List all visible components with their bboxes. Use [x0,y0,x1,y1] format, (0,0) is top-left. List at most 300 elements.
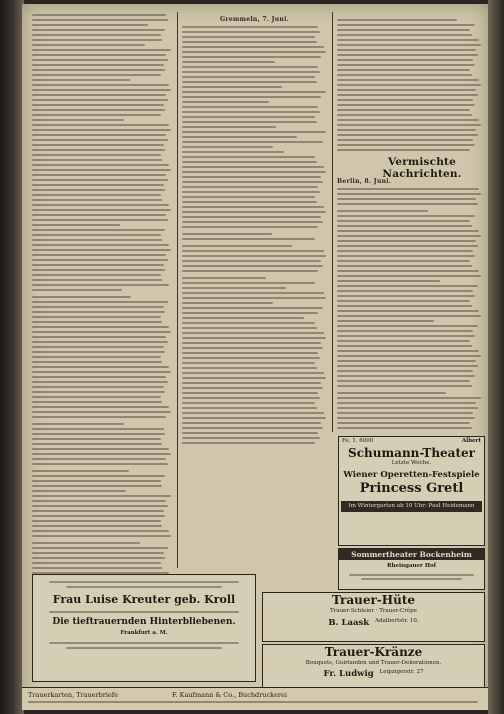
text-line [32,259,168,261]
text-line [337,94,478,96]
text-line [337,210,428,212]
text-line [182,206,324,208]
text-line [32,542,140,544]
text-line [337,250,473,252]
text-line [32,416,166,418]
text-line [182,71,320,73]
text-line [182,81,317,83]
text-line [337,119,479,121]
text-line [337,124,481,126]
text-line [182,221,323,223]
text-line [337,79,479,81]
text-line [182,347,323,349]
text-line [32,184,164,186]
text-line [337,129,476,131]
footer-label: Trauerkarten, Trauerbriefe [28,691,119,699]
text-line [32,279,162,281]
text-line [32,149,165,151]
text-line [182,332,324,334]
text-line [182,342,321,344]
text-line [32,331,171,333]
text-line [32,144,164,146]
text-line [182,136,297,138]
text-line [337,280,440,282]
text-line [337,290,473,292]
text-line [32,134,166,136]
text-line [182,302,273,304]
text-line [182,106,318,108]
text-line [32,194,161,196]
text-line [32,109,165,111]
text-line [337,34,472,36]
text-line [182,407,317,409]
text-line [32,433,165,435]
text-line [32,64,164,66]
text-line [32,204,169,206]
ad-subtitle: Rheingauer Hof [386,563,437,569]
newspaper-page [22,4,488,710]
text-line [337,270,479,272]
text-line [182,377,326,379]
text-line [182,96,321,98]
text-line [182,211,326,213]
text-column-3-top [337,14,482,154]
text-line [182,327,317,329]
text-line [182,121,317,123]
text-line [32,311,165,313]
text-line [182,146,273,148]
section-heading: Vermischte Nachrichten. [382,156,462,180]
text-line [182,46,324,48]
text-line [182,270,318,272]
text-line [32,346,164,348]
footer-firm: F. Kaufmann & Co., Buchdruckerei [172,691,287,699]
text-line [337,59,473,61]
text-line [32,39,162,41]
text-line [32,557,165,559]
text-line [32,296,131,298]
text-line [182,61,275,63]
text-line [32,470,129,472]
text-line [32,239,162,241]
ad-address: Adalbertstr. 10. [375,618,419,624]
text-line [182,131,326,133]
text-line [337,74,472,76]
text-line [182,51,326,53]
text-line [32,274,161,276]
ad-sommertheater [338,548,485,590]
text-line [337,24,475,26]
text-line [182,277,266,279]
text-line [32,99,168,101]
text-line [32,453,171,455]
text-line [32,530,169,532]
text-line [32,139,168,141]
text-line [32,326,169,328]
text-line [32,381,168,383]
text-line [182,56,321,58]
text-line [32,34,161,36]
text-line [32,179,168,181]
text-line [182,116,315,118]
text-line [32,371,171,373]
text-line [32,289,122,291]
text-line [32,406,169,408]
column-rule [177,12,178,568]
text-line [337,69,470,71]
text-line [32,391,165,393]
text-line [182,412,324,414]
text-line [32,234,161,236]
text-line [182,216,321,218]
text-line [32,316,161,318]
text-line [182,36,315,38]
text-line [32,119,124,121]
text-line [32,306,164,308]
text-line [32,29,165,31]
text-line [337,203,478,205]
text-line [182,76,315,78]
text-line [32,547,168,549]
text-line [337,335,475,337]
text-line [337,275,481,277]
text-line [337,345,472,347]
ad-schumann-theater [338,436,485,546]
text-line [32,438,161,440]
footer-ad-strip [22,687,488,710]
text-line [337,350,479,352]
text-line [337,89,476,91]
text-line [337,397,481,399]
text-line [182,41,317,43]
text-line [337,385,472,387]
text-line [32,19,168,21]
text-line [337,44,481,46]
text-line [337,134,478,136]
text-line [32,480,161,482]
text-line [182,126,276,128]
text-line [337,375,475,377]
text-line [32,79,130,81]
ad-tag: Fe. 1. 6000 [342,438,374,444]
text-line [32,567,162,569]
text-line [337,422,470,424]
text-line [337,64,475,66]
text-line [337,265,472,267]
text-line [337,360,476,362]
text-line [32,386,164,388]
text-line [182,422,321,424]
text-line [337,315,481,317]
ad-title: Schumann-Theater [348,446,475,460]
text-line [32,104,164,106]
text-line [337,225,472,227]
text-line [182,362,315,364]
text-line [32,209,171,211]
text-line [32,495,171,497]
text-line [32,49,171,51]
text-line [182,287,286,289]
text-line [32,224,120,226]
text-line [32,199,162,201]
text-line [32,448,169,450]
text-line [32,500,166,502]
text-line [182,265,323,267]
text-line [32,401,162,403]
page-gutter [0,0,24,714]
text-line [337,144,475,146]
text-line [182,166,324,168]
ad-title: Trauer-Kränze [324,645,423,659]
text-line [32,361,162,363]
ad-city: Frankfurt a. M. [120,630,168,636]
text-line [32,254,166,256]
text-line [32,411,171,413]
ad-subtitle: Letzte Woche. [391,460,432,466]
text-line [32,174,166,176]
text-line [337,402,476,404]
text-line [182,372,324,374]
text-line [32,94,166,96]
text-column-1 [32,14,172,576]
text-line [32,249,171,251]
text-line [337,99,473,101]
ad-highlight: Wiener Operetten-Festspiele [343,470,480,480]
text-line [182,26,318,28]
text-line [32,510,164,512]
ad-subtitle: Trauer-Schleier · Trauer-Crêpe [330,608,417,614]
ad-firm: Fr. Ludwig [323,669,374,679]
text-line [32,244,169,246]
column-head: Berlin, 8. Juni. [337,178,392,185]
text-line [32,54,166,56]
text-line [337,220,470,222]
text-line [337,412,473,414]
text-line [182,171,326,173]
text-line [182,297,326,299]
text-line [182,307,323,309]
text-line [182,186,318,188]
text-line [182,86,282,88]
text-line [32,428,164,430]
text-line [32,341,168,343]
text-line [182,357,320,359]
ad-tag: Albert [461,438,481,444]
text-line [337,193,481,195]
text-line [182,233,272,235]
text-line [32,515,165,517]
text-line [32,189,165,191]
text-line [182,238,315,240]
text-line [32,366,169,368]
page-edge [488,0,504,714]
text-line [32,219,168,221]
text-line [182,367,317,369]
text-line [32,423,124,425]
text-line [337,29,470,31]
text-line [337,370,473,372]
text-line [337,295,475,297]
text-line [32,301,168,303]
text-line [337,39,479,41]
text-line [337,305,472,307]
text-line [32,89,171,91]
text-line [32,84,169,86]
text-line [337,139,473,141]
text-line [32,351,165,353]
text-line [337,355,481,357]
text-line [182,196,315,198]
text-line [182,292,324,294]
text-line [337,245,478,247]
ad-feature: Princess Gretl [359,481,464,496]
text-line [337,427,472,429]
text-line [32,321,162,323]
text-line [182,151,284,153]
column-rule [332,12,333,432]
text-line [32,114,161,116]
text-line [337,109,470,111]
ad-firm: B. Laask [328,618,370,628]
text-column-2 [182,14,327,444]
text-line [182,417,326,419]
text-line [32,475,165,477]
text-line [32,59,168,61]
text-line [182,427,323,429]
text-line [182,250,324,252]
text-line [337,320,434,322]
text-line [182,176,321,178]
text-line [182,322,315,324]
ad-title: Frau Luise Kreuter geb. Kroll [52,593,236,606]
text-line [32,154,161,156]
text-line [32,169,171,171]
text-line [32,562,161,564]
text-line [182,141,323,143]
text-line [182,337,326,339]
text-line [32,269,165,271]
text-line [337,19,457,21]
text-line [182,387,323,389]
text-line [337,240,476,242]
text-line [337,325,478,327]
text-line [182,111,320,113]
text-line [182,156,315,158]
text-line [337,54,478,56]
text-line [337,340,470,342]
text-line [182,397,320,399]
text-column-3-body [337,176,482,431]
ad-subtitle: Bouquets, Guirlanden und Trauer-Dekorationen. [305,660,442,666]
text-line [337,49,476,51]
text-line [337,417,475,419]
text-line [32,376,166,378]
text-line [182,91,326,93]
text-line [337,215,475,217]
ad-highlight: Die tieftrauernden Hinterbliebenen. [52,617,236,627]
text-line [337,285,478,287]
text-line [337,188,479,190]
text-line [337,407,478,409]
text-line [337,235,481,237]
text-line [182,442,315,444]
ad-title: Sommertheater Bockenheim [339,549,484,560]
text-line [182,201,317,203]
text-line [337,392,446,394]
text-line [182,191,320,193]
text-line [32,69,165,71]
text-line [32,129,171,131]
text-line [182,260,321,262]
text-line [32,552,164,554]
text-line [32,520,161,522]
text-line [32,159,162,161]
ad-title: Trauer-Hüte [331,593,416,607]
text-line [32,14,166,16]
text-line [32,264,164,266]
text-line [337,114,472,116]
ad-address: Leipzigerstr. 27 [379,669,424,675]
text-line [32,356,161,358]
text-line [32,396,161,398]
text-line [32,24,148,26]
text-line [32,124,169,126]
text-line [337,198,476,200]
text-line [182,437,320,439]
text-line [182,432,318,434]
text-line [32,336,166,338]
text-line [32,284,169,286]
text-line [32,164,169,166]
column-head: Gremmeln, 7. Juni. [219,16,290,23]
text-line [337,330,473,332]
text-line [32,214,166,216]
ad-trauer-huete [262,592,485,642]
text-line [182,181,323,183]
text-line [337,230,479,232]
text-line [182,282,315,284]
text-line [182,402,315,404]
text-line [182,255,326,257]
text-line [32,44,145,46]
text-line [182,317,304,319]
text-line [182,66,318,68]
text-line [337,149,470,151]
text-line [32,443,162,445]
text-line [182,101,269,103]
text-line [182,392,318,394]
text-line [32,74,161,76]
text-line [182,382,321,384]
text-line [182,312,318,314]
ad-obituary-kreuter [32,574,256,682]
text-line [32,505,168,507]
text-line [32,525,162,527]
text-line [337,84,481,86]
text-line [337,255,475,257]
text-line [337,260,470,262]
text-line [182,352,318,354]
text-line [337,310,479,312]
text-line [337,300,470,302]
ad-trauer-kraenze [262,644,485,688]
text-line [182,226,318,228]
text-line [32,485,162,487]
text-line [32,490,126,492]
text-line [32,229,165,231]
text-line [182,245,292,247]
text-line [182,161,317,163]
